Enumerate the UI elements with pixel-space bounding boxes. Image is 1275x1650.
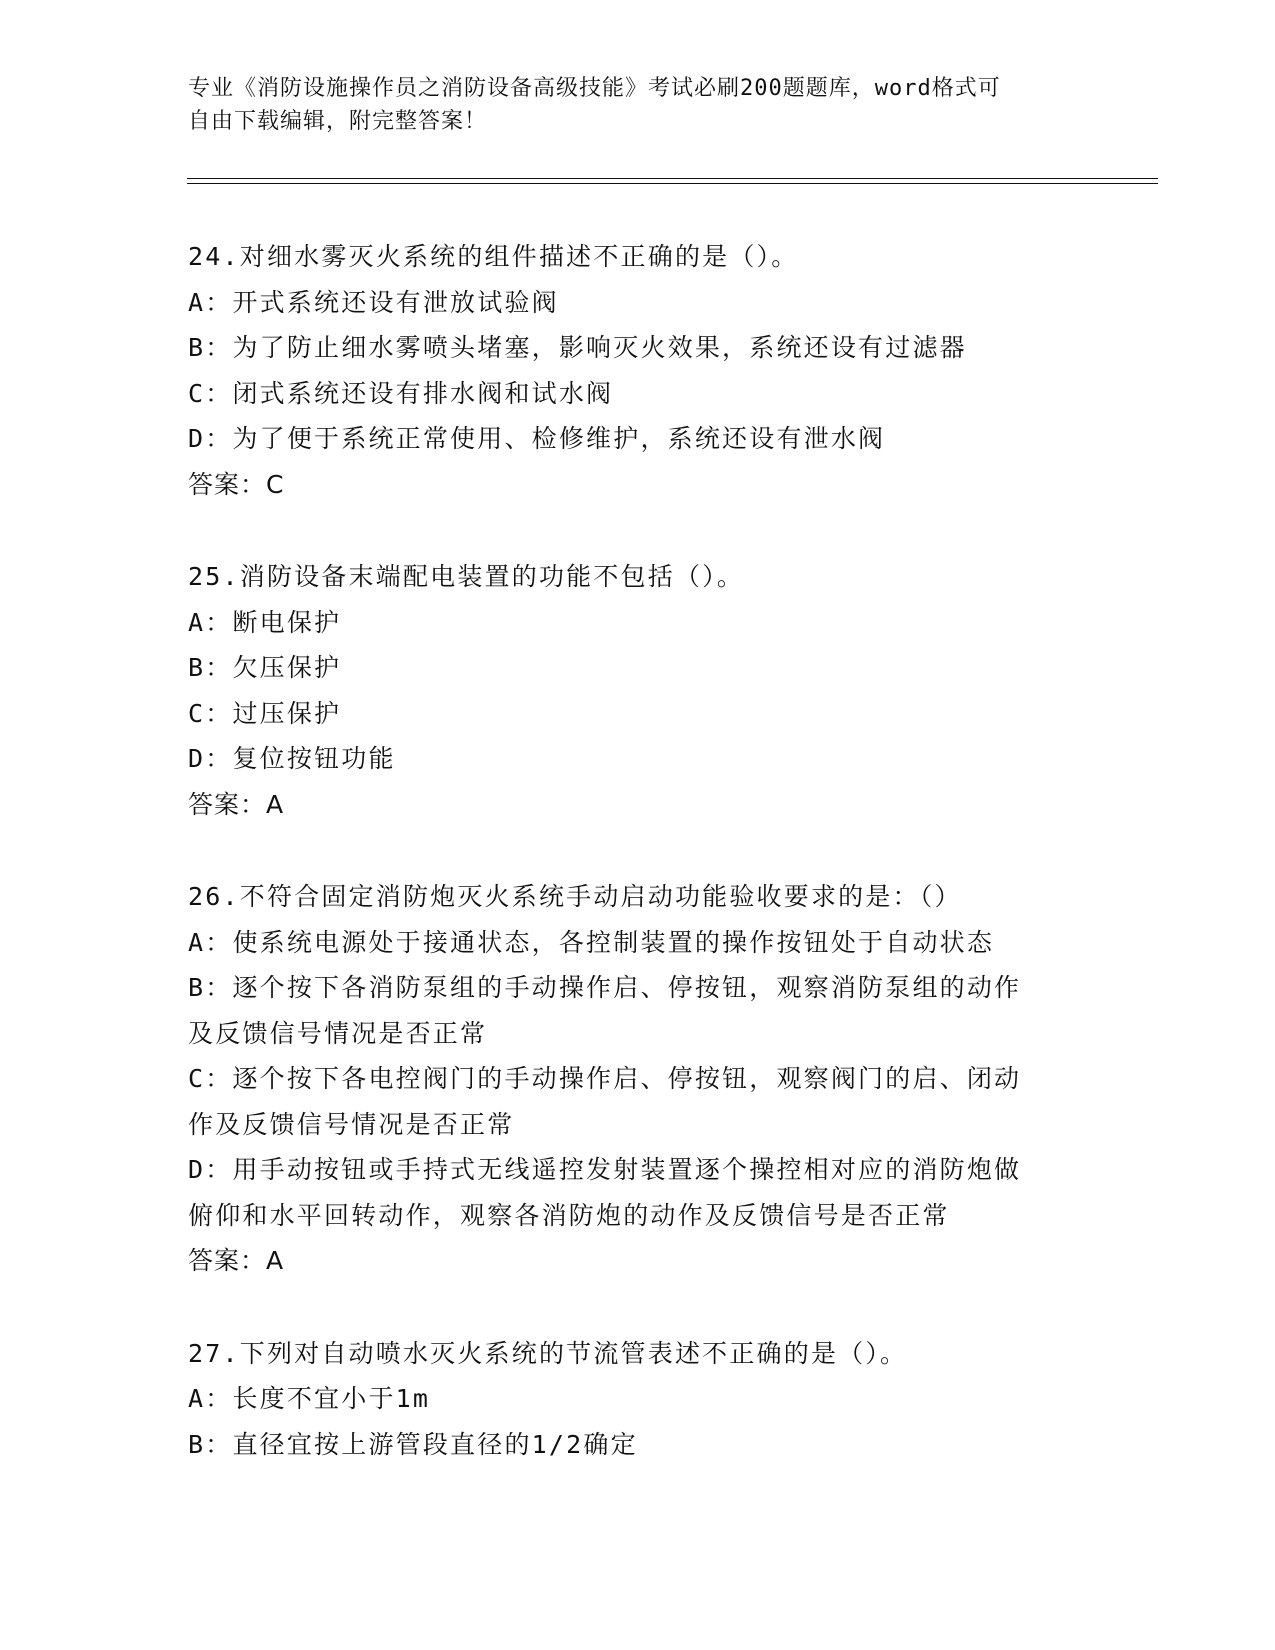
option-c: C：过压保护 bbox=[188, 698, 342, 728]
header-line-2: 自由下载编辑，附完整答案！ bbox=[188, 109, 488, 134]
question-stem: 26.不符合固定消防炮灭火系统手动启动功能验收要求的是：（） bbox=[188, 882, 962, 911]
option-d: D：用手动按钮或手持式无线遥控发射装置逐个操控相对应的消防炮做 bbox=[188, 1155, 1022, 1184]
question-stem: 25.消防设备末端配电装置的功能不包括（）。 bbox=[188, 562, 745, 591]
option-a: A：断电保护 bbox=[188, 607, 342, 637]
option-d: D：复位按钮功能 bbox=[188, 744, 396, 773]
question-24 bbox=[188, 234, 1088, 507]
header-divider-bottom bbox=[187, 183, 1158, 184]
option-b: B：为了防止细水雾喷头堵塞，影响灭火效果，系统还设有过滤器 bbox=[188, 333, 967, 362]
option-a: A：开式系统还设有泄放试验阀 bbox=[188, 287, 559, 317]
option-d-continued: 俯仰和水平回转动作，观察各消防炮的动作及反馈信号是否正常 bbox=[188, 1200, 950, 1230]
option-b: B：直径宜按上游管段直径的1/2确定 bbox=[188, 1429, 638, 1459]
option-a: A：长度不宜小于1m bbox=[188, 1384, 431, 1413]
question-list bbox=[188, 234, 1088, 1514]
header-line-1: 专业《消防设施操作员之消防设备高级技能》考试必刷200题题库，word格式可 bbox=[188, 76, 1001, 101]
option-b-continued: 及反馈信号情况是否正常 bbox=[188, 1018, 488, 1048]
option-a: A：使系统电源处于接通状态，各控制装置的操作按钮处于自动状态 bbox=[188, 927, 995, 957]
option-d: D：为了便于系统正常使用、检修维护，系统还设有泄水阀 bbox=[188, 424, 886, 453]
answer-text: 答案：A bbox=[188, 789, 285, 819]
answer-text: 答案：A bbox=[188, 1246, 285, 1275]
answer-text: 答案：C bbox=[188, 469, 285, 499]
question-26 bbox=[188, 874, 1088, 1284]
option-b: B：欠压保护 bbox=[188, 653, 342, 682]
option-c: C：逐个按下各电控阀门的手动操作启、停按钮，观察阀门的启、闭动 bbox=[188, 1064, 1022, 1093]
question-27 bbox=[188, 1331, 1088, 1468]
option-c-continued: 作及反馈信号情况是否正常 bbox=[188, 1109, 515, 1139]
option-b: B：逐个按下各消防泵组的手动操作启、停按钮，观察消防泵组的动作 bbox=[188, 973, 1022, 1002]
question-stem: 24.对细水雾灭火系统的组件描述不正确的是（）。 bbox=[188, 242, 799, 271]
question-stem: 27.下列对自动喷水灭火系统的节流管表述不正确的是（）。 bbox=[188, 1338, 908, 1368]
header-divider-top bbox=[187, 178, 1158, 179]
question-25 bbox=[188, 554, 1088, 827]
option-c: C：闭式系统还设有排水阀和试水阀 bbox=[188, 378, 614, 408]
document-header bbox=[188, 72, 1088, 138]
